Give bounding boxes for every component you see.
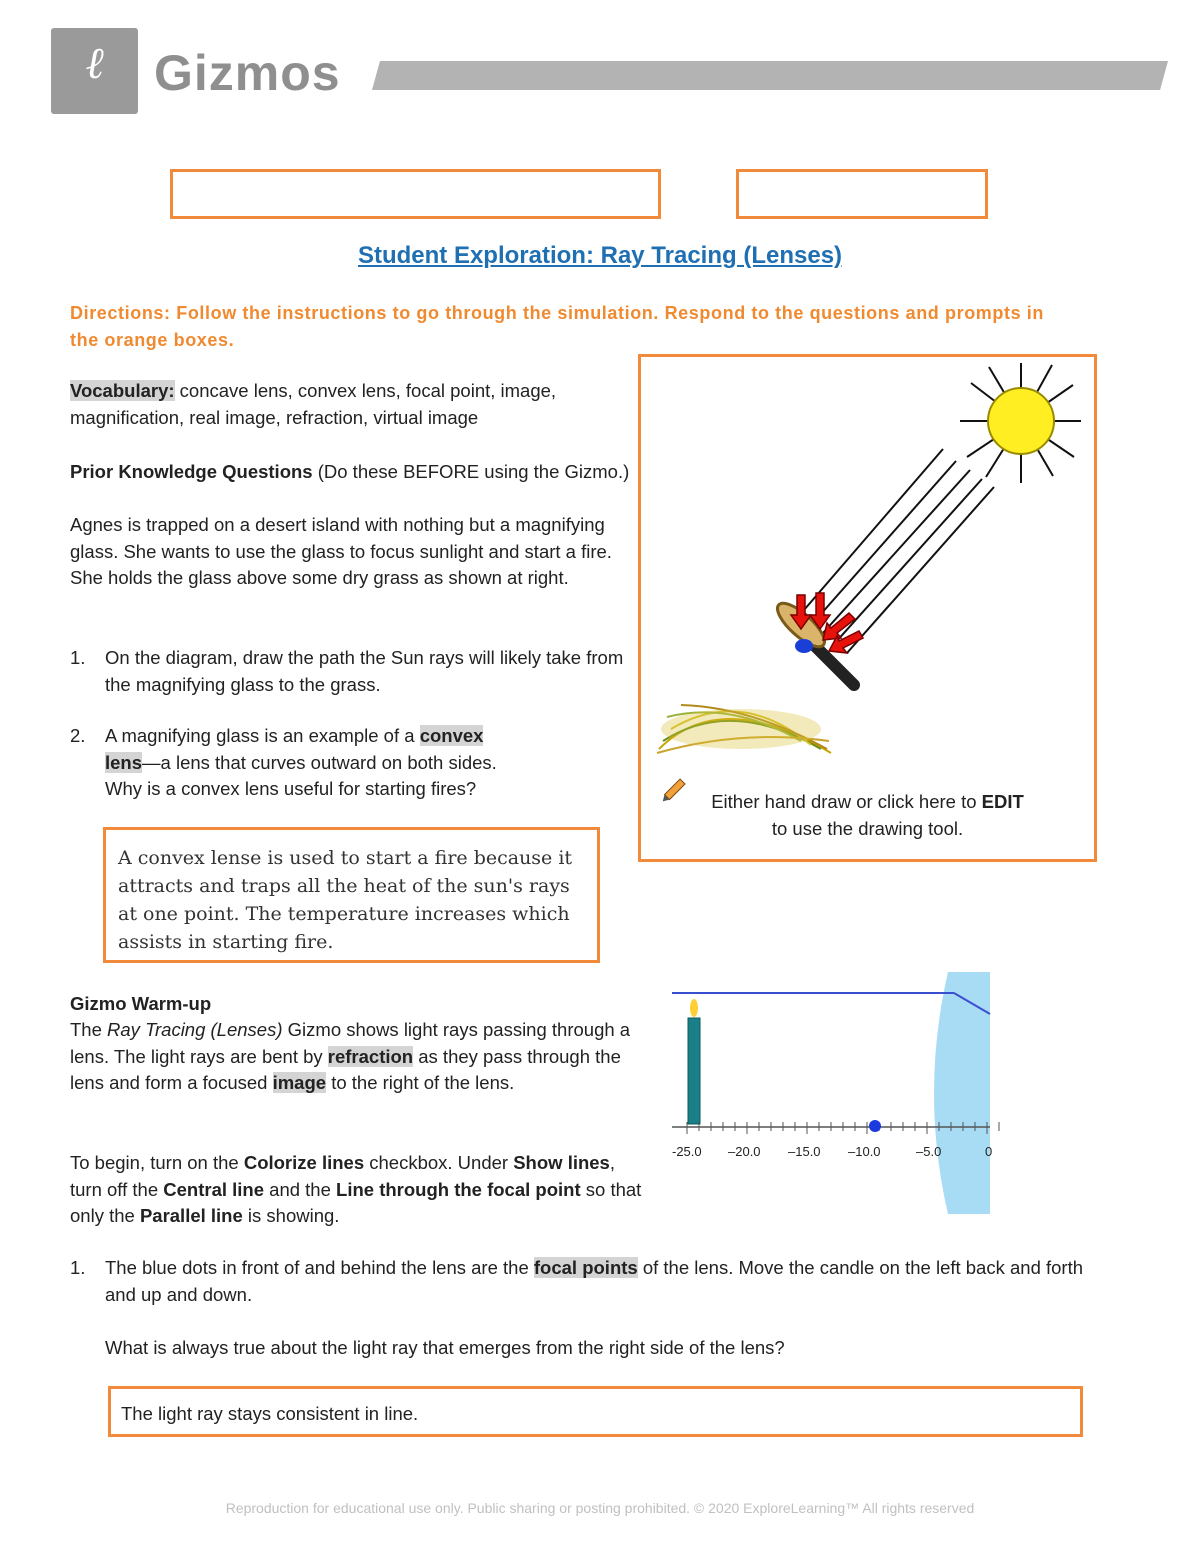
warmup-q1-answer-box[interactable]: [108, 1386, 1083, 1437]
warmup-heading: [70, 991, 630, 1018]
prior-knowledge-title: Prior Knowledge Questions: [70, 461, 313, 482]
warmup-term-refraction: refraction: [327, 1045, 414, 1067]
warmup-p1-italic: Ray Tracing (Lenses): [107, 1019, 283, 1040]
pk-q2-question: Why is a convex lens useful for starting fires?: [105, 778, 477, 800]
prior-knowledge-heading: [70, 459, 630, 486]
footer-copyright: Reproduction for educational use only. Public sharing or posting prohibited. © 2020 ExploreLearning™ All rights reserved: [225, 1500, 975, 1516]
header-bar: [372, 61, 1168, 90]
logo-glyph: ℓ: [85, 38, 104, 89]
warmup-heading-text: Gizmo Warm-up: [70, 993, 212, 1014]
tick-label: 0: [985, 1144, 993, 1159]
warmup-q1-number: 1.: [70, 1257, 86, 1278]
pk-q2-answer[interactable]: A convex lense is used to start a fire because it attracts and traps all the heat of the sun's rays at one point. The temperature increases which assists in starting fire.: [118, 847, 573, 953]
warmup-p2-f: so that only the: [70, 1178, 642, 1227]
pk-q2-pre: A magnifying glass is an example of a: [105, 725, 415, 746]
warmup-q1-answer[interactable]: The light ray stays consistent in line.: [121, 1403, 419, 1424]
sun-diagram: [641, 357, 1094, 859]
warmup-p2-focal-line: Line through the focal point: [336, 1178, 581, 1200]
warmup-paragraph-1: [70, 1017, 650, 1097]
pk-q1-text: On the diagram, draw the path the Sun rays will likely take from the magnifying glass to the grass.: [105, 647, 624, 695]
pk-q2-answer-box[interactable]: [103, 827, 600, 963]
vocabulary-label: Vocabulary:: [70, 380, 175, 401]
tick-label: ‒5.0: [916, 1144, 942, 1159]
warmup-p2-central-line: Central line: [163, 1178, 265, 1200]
warmup-p2-colorize: Colorize lines: [243, 1152, 365, 1173]
name-box[interactable]: [170, 169, 661, 219]
warmup-p1-a: The: [70, 1019, 102, 1040]
warmup-paragraph-2: [70, 1150, 650, 1230]
warmup-p1-d: to the right of the lens.: [331, 1072, 515, 1094]
tick-label: ‒10.0: [848, 1144, 881, 1159]
brand-name: Gizmos: [154, 45, 341, 101]
prior-knowledge-note: (Do these BEFORE using the Gizmo.): [317, 461, 630, 482]
warmup-p2-d: , turn off the: [70, 1152, 615, 1200]
warmup-p2-g: is showing.: [247, 1205, 340, 1227]
focal-point-dot: [869, 1120, 881, 1132]
pk-q2-number: 2.: [70, 725, 86, 746]
edit-line1-pre: Either hand draw or click here to: [711, 791, 982, 812]
warmup-q1-question: What is always true about the light ray that emerges from the right side of the lens?: [105, 1337, 785, 1358]
pk-q1-number: 1.: [70, 647, 86, 668]
warmup-p1-b: Gizmo shows light rays passing through a lens. The light rays are bent by: [70, 1019, 631, 1067]
warmup-q1-text: [105, 1255, 1115, 1308]
warmup-p2-c: checkbox. Under: [369, 1152, 509, 1173]
sun-icon: [988, 388, 1054, 454]
tick-label: ‒15.0: [788, 1144, 821, 1159]
page-title: Student Exploration: Ray Tracing (Lenses): [357, 242, 843, 269]
vocabulary: [70, 378, 630, 431]
pk-q2-text: [105, 723, 575, 803]
prior-knowledge-intro: Agnes is trapped on a desert island with nothing but a magnifying glass. She wants to use the glass to focus sunlight and start a fire. She holds the glass above some dry grass as shown at right.: [70, 514, 612, 589]
warmup-term-image: image: [272, 1072, 327, 1094]
tick-label: ‒20.0: [728, 1144, 761, 1159]
ray-tracing-sim[interactable]: [672, 972, 993, 1214]
edit-line2: to use the drawing tool.: [771, 818, 964, 839]
warmup-q1-a: The blue dots in front of and behind the lens are the: [105, 1257, 529, 1278]
warmup-term-focal-points: focal points: [533, 1257, 638, 1278]
tick-label: -25.0: [672, 1144, 702, 1159]
warmup-p2-parallel-line: Parallel line: [139, 1205, 243, 1227]
directions: Directions: Follow the instructions to go through the simulation. Respond to the questions and prompts in the orange boxes.: [70, 303, 1044, 350]
warmup-p2-a: To begin, turn on the: [70, 1152, 239, 1173]
candle-icon: [688, 999, 700, 1124]
sunlight-lines: [804, 449, 994, 653]
focus-dot-icon: [795, 639, 813, 653]
pk-q2-term-lens: lens: [105, 751, 143, 773]
vocabulary-terms: concave lens, convex lens, focal point, image, magnification, real image, refraction, virtual image: [70, 380, 557, 428]
edit-line1-bold: EDIT: [981, 791, 1024, 812]
dry-grass-icon: [657, 705, 831, 753]
warmup-p2-e: and the: [269, 1178, 331, 1200]
date-box[interactable]: [736, 169, 988, 219]
diagram-box[interactable]: [638, 354, 1097, 862]
warmup-p2-show-lines: Show lines: [513, 1152, 610, 1173]
pk-q2-post: —a lens that curves outward on both sides.: [142, 751, 497, 773]
explorelearning-logo: [51, 28, 138, 114]
diagram-edit-instructions[interactable]: [641, 788, 1094, 842]
warmup-p1-c: as they pass through the lens and form a focused: [70, 1045, 621, 1094]
warmup-q1-b: of the lens. Move the candle on the left back and forth and up and down.: [105, 1257, 1084, 1305]
pk-q2-term-convex: convex: [419, 725, 484, 746]
sim-canvas: [672, 972, 993, 1214]
